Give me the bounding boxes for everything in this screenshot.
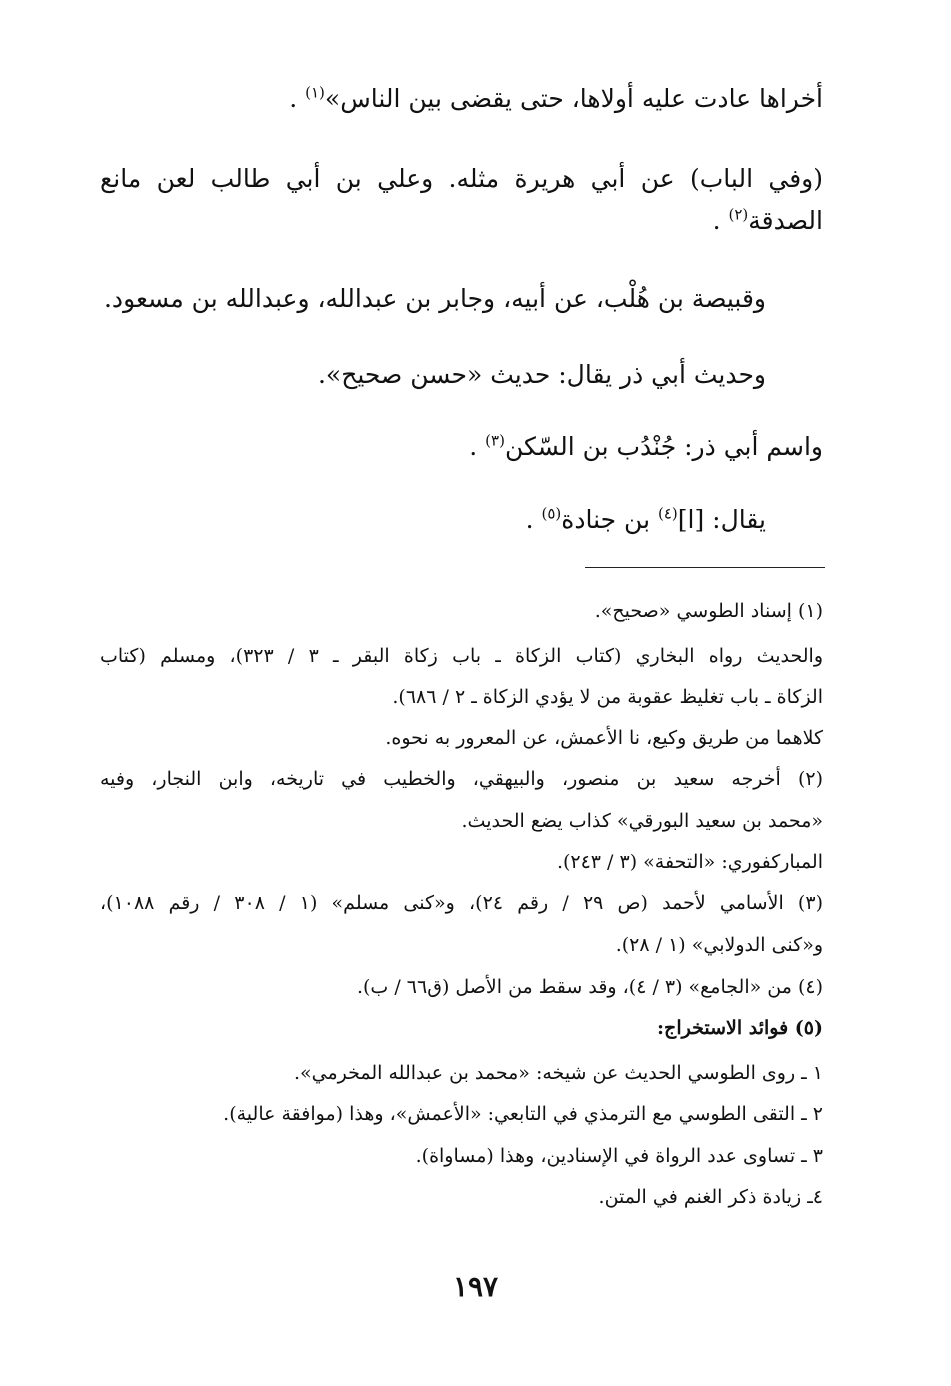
footnote-5-item-3: ٣ ـ تساوى عدد الرواة في الإسنادين، وهذا (مساواة). (415, 1145, 823, 1167)
main-text-line-7: يقال: [ا]$^{(٤)}$ بن جنادة$^{(٥)}$ . (525, 504, 766, 534)
footnote-2-line-2: «محمد بن سعيد البورقي» كذاب يضع الحديث. (461, 810, 823, 832)
footnote-ref-2: (٢) (728, 205, 749, 224)
footnote-2-line-1: (٢) أخرجه سعيد بن منصور، والبيهقي، والخطيب في تاريخه، وابن النجار، وفيه (100, 768, 823, 790)
footnote-ref-1: (١) (305, 83, 325, 102)
footnote-1-line-4: كلاهما من طريق وكيع، نا الأعمش، عن المعرور به نحوه. (385, 727, 823, 749)
footnote-3-line-2: و«كنى الدولابي» (١ / ٢٨). (615, 934, 823, 956)
main-text-line-1: أخراها عادت عليه أولاها، حتى يقضى بين الناس»$^{(١)}$ . (289, 83, 823, 113)
main-text-line-5: وحديث أبي ذر يقال: حديث «حسن صحيح». (317, 360, 766, 389)
main-text-line-3: الصدقة$^{(٢)}$ . (712, 205, 823, 235)
footnote-1-line-2: والحديث رواه البخاري (كتاب الزكاة ـ باب زكاة البقر ـ ٣ / ٣٢٣)، ومسلم (كتاب (100, 645, 824, 667)
footnote-5-heading: (٥) فوائد الاستخراج: (657, 1017, 823, 1039)
main-text-line-6: واسم أبي ذر: جُنْدُب بن السّكن$^{(٣)}$ . (469, 431, 823, 461)
footnote-ref-5: (٥) (541, 504, 562, 523)
footnote-1-line-3: الزكاة ـ باب تغليظ عقوبة من لا يؤدي الزكاة ـ ٢ / ٦٨٦). (392, 686, 823, 708)
footnote-ref-4: (٤) (658, 504, 678, 523)
main-text-line-2: (وفي الباب) عن أبي هريرة مثله. وعلي بن أبي طالب لعن مانع (100, 164, 823, 193)
footnote-4-line-1: (٤) من «الجامع» (٣ / ٤)، وقد سقط من الأصل (ق٦٦ / ب). (356, 976, 823, 998)
footnote-3-line-1: (٣) الأسامي لأحمد (ص ٢٩ / رقم ٢٤)، و«كنى مسلم» (١ / ٣٠٨ / رقم ١٠٨٨)، (100, 892, 823, 914)
footnote-2-line-3: المباركفوري: «التحفة» (٣ / ٢٤٣). (556, 851, 823, 873)
footnote-ref-3: (٣) (485, 431, 505, 450)
footnote-1-line-1: (١) إسناد الطوسي «صحيح». (594, 600, 823, 622)
footnote-5-item-2: ٢ ـ التقى الطوسي مع الترمذي في التابعي: «الأعمش»، وهذا (موافقة عالية). (223, 1103, 823, 1125)
main-text-line-4: وقبيصة بن هُلْب، عن أبيه، وجابر بن عبدالله، وعبدالله بن مسعود. (103, 284, 766, 313)
footnote-separator (585, 567, 825, 568)
footnote-5-item-4: ٤ـ زيادة ذكر الغنم في المتن. (598, 1186, 823, 1208)
page-number: ١٩٧ (452, 1270, 499, 1303)
footnote-5-item-1: ١ ـ روى الطوسي الحديث عن شيخه: «محمد بن عبدالله المخرمي». (293, 1062, 823, 1084)
